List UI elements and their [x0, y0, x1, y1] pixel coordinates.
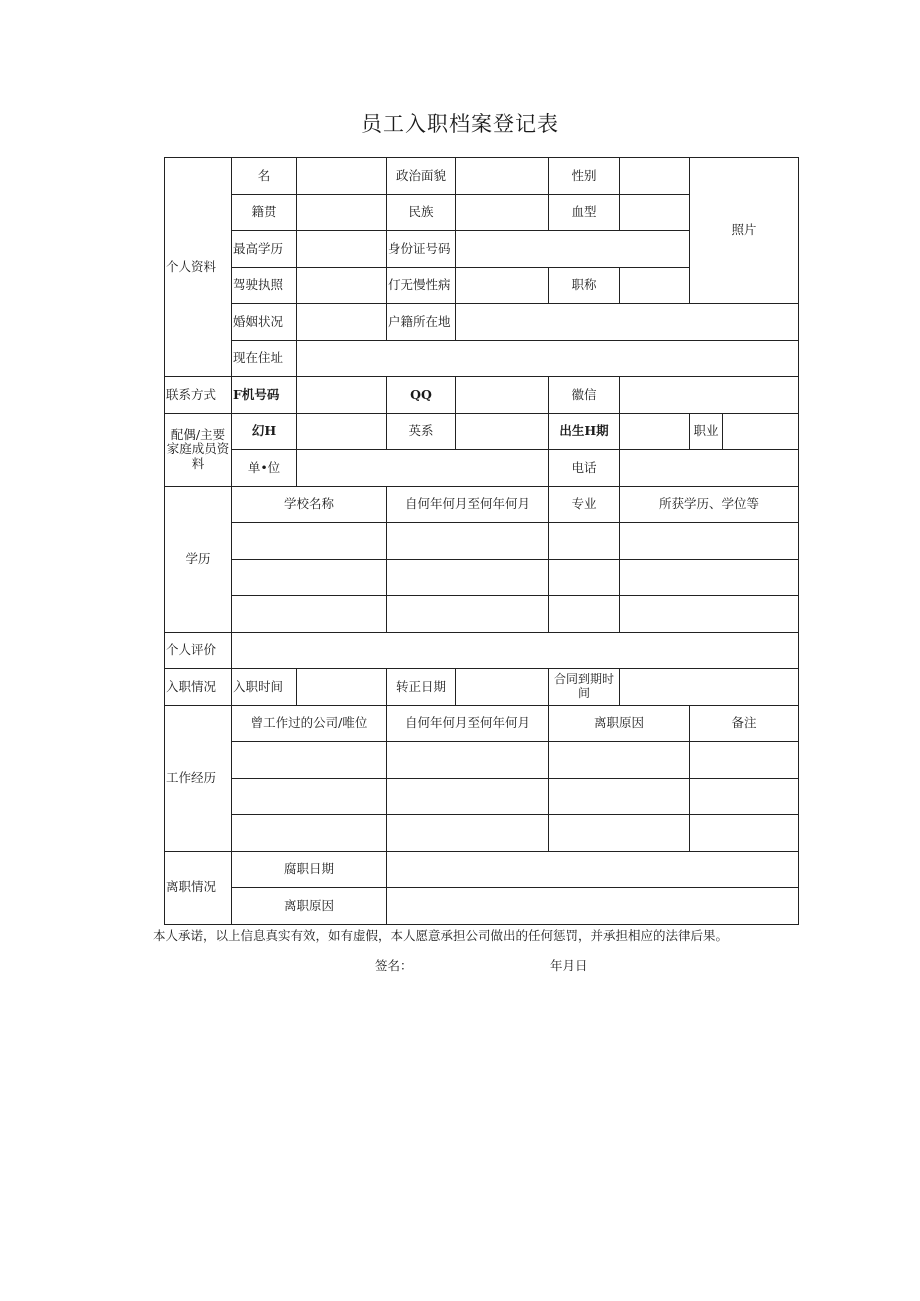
field-family-relation[interactable] — [456, 413, 549, 450]
label-qq: QQ — [387, 377, 456, 414]
section-personal-info: 个人资料 — [165, 158, 232, 377]
label-hukou: 户籍所在地 — [387, 304, 456, 341]
photo-box[interactable]: 照片 — [690, 158, 799, 304]
edu-period-cell[interactable] — [387, 559, 549, 596]
field-blood-type[interactable] — [620, 194, 690, 231]
label-blood-type: 血型 — [549, 194, 620, 231]
label-drivers-license: 驾驶执照 — [232, 267, 297, 304]
edu-degree-cell[interactable] — [620, 559, 799, 596]
field-qq[interactable] — [456, 377, 549, 414]
field-family-phone[interactable] — [620, 450, 799, 487]
edu-major-cell[interactable] — [549, 559, 620, 596]
label-political-status: 政治面貌 — [387, 158, 456, 195]
edu-degree-cell[interactable] — [620, 596, 799, 633]
edu-header-degree: 所获学历、学位等 — [620, 486, 799, 523]
field-leave-date[interactable] — [387, 851, 799, 888]
edu-school-cell[interactable] — [232, 523, 387, 560]
field-native-place[interactable] — [297, 194, 387, 231]
label-mobile: F机号码 — [232, 377, 297, 414]
label-gender: 性别 — [549, 158, 620, 195]
work-company-cell[interactable] — [232, 815, 387, 852]
work-remark-cell[interactable] — [690, 815, 799, 852]
section-family: 配偶/主要家庭成员资料 — [165, 413, 232, 486]
label-ethnicity: 民族 — [387, 194, 456, 231]
edu-period-cell[interactable] — [387, 596, 549, 633]
pledge-statement: 本人承诺，以上信息真实有效，如有虚假，本人愿意承担公司做出的任何惩罚，并承担相应的法律后果。 — [153, 928, 729, 943]
label-current-address: 现在住址 — [232, 340, 297, 377]
field-marital-status[interactable] — [297, 304, 387, 341]
date-label: 年月日 — [550, 958, 588, 973]
registration-form-table — [164, 157, 799, 925]
field-highest-education[interactable] — [297, 231, 387, 268]
field-ethnicity[interactable] — [456, 194, 549, 231]
section-contact: 联系方式 — [165, 377, 232, 414]
edu-major-cell[interactable] — [549, 596, 620, 633]
field-wechat[interactable] — [620, 377, 799, 414]
work-remark-cell[interactable] — [690, 742, 799, 779]
label-leave-date: 腐职日期 — [232, 851, 387, 888]
page-title: 员工入职档案登记表 — [361, 112, 559, 136]
field-family-name[interactable] — [297, 413, 387, 450]
work-reason-cell[interactable] — [549, 815, 690, 852]
label-contract-end: 合同到期时间 — [549, 669, 620, 706]
field-gender[interactable] — [620, 158, 690, 195]
label-confirm-date: 转正日期 — [387, 669, 456, 706]
section-leaving: 离职情况 — [165, 851, 232, 924]
field-id-number[interactable] — [456, 231, 690, 268]
edu-header-major: 专业 — [549, 486, 620, 523]
edu-period-cell[interactable] — [387, 523, 549, 560]
work-period-cell[interactable] — [387, 742, 549, 779]
work-remark-cell[interactable] — [690, 778, 799, 815]
label-join-date: 入职时间 — [232, 669, 297, 706]
edu-school-cell[interactable] — [232, 559, 387, 596]
field-mobile[interactable] — [297, 377, 387, 414]
label-family-employer: 单•位 — [232, 450, 297, 487]
label-family-name: 幻H — [232, 413, 297, 450]
field-family-birth[interactable] — [620, 413, 690, 450]
edu-degree-cell[interactable] — [620, 523, 799, 560]
label-chronic-illness: 仃无慢性病 — [387, 267, 456, 304]
label-highest-education: 最高学历 — [232, 231, 297, 268]
field-family-occupation[interactable] — [723, 413, 799, 450]
work-period-cell[interactable] — [387, 815, 549, 852]
field-hukou[interactable] — [456, 304, 799, 341]
field-current-address[interactable] — [297, 340, 799, 377]
section-work-history: 工作经历 — [165, 705, 232, 851]
section-onboarding: 入职情况 — [165, 669, 232, 706]
work-period-cell[interactable] — [387, 778, 549, 815]
field-political-status[interactable] — [456, 158, 549, 195]
label-marital-status: 婚姻状况 — [232, 304, 297, 341]
label-professional-title: 职称 — [549, 267, 620, 304]
signature-label: 签名： — [375, 958, 413, 973]
label-family-occupation: 职业 — [690, 413, 723, 450]
label-leave-reason: 离职原因 — [232, 888, 387, 925]
work-reason-cell[interactable] — [549, 742, 690, 779]
field-name[interactable] — [297, 158, 387, 195]
edu-major-cell[interactable] — [549, 523, 620, 560]
work-header-remark: 备注 — [690, 705, 799, 742]
label-family-phone: 电话 — [549, 450, 620, 487]
field-family-employer[interactable] — [297, 450, 549, 487]
edu-school-cell[interactable] — [232, 596, 387, 633]
edu-header-period: 自何年何月至何年何月 — [387, 486, 549, 523]
field-join-date[interactable] — [297, 669, 387, 706]
label-name: 名 — [232, 158, 297, 195]
field-self-evaluation[interactable] — [232, 632, 799, 669]
section-education: 学历 — [165, 486, 232, 632]
work-company-cell[interactable] — [232, 742, 387, 779]
label-id-number: 身份证号码 — [387, 231, 456, 268]
label-family-relation: 英系 — [387, 413, 456, 450]
edu-header-school: 学校名称 — [232, 486, 387, 523]
work-company-cell[interactable] — [232, 778, 387, 815]
field-contract-end[interactable] — [620, 669, 799, 706]
work-header-period: 自何年何月至何年何月 — [387, 705, 549, 742]
work-header-reason: 离职原因 — [549, 705, 690, 742]
field-confirm-date[interactable] — [456, 669, 549, 706]
label-native-place: 籍贯 — [232, 194, 297, 231]
field-professional-title[interactable] — [620, 267, 690, 304]
field-chronic-illness[interactable] — [456, 267, 549, 304]
section-self-evaluation: 个人评价 — [165, 632, 232, 669]
work-reason-cell[interactable] — [549, 778, 690, 815]
label-family-birth: 出生H期 — [549, 413, 620, 450]
label-wechat: 徽信 — [549, 377, 620, 414]
work-header-company: 曾工作过的公司/唯位 — [232, 705, 387, 742]
field-leave-reason[interactable] — [387, 888, 799, 925]
field-drivers-license[interactable] — [297, 267, 387, 304]
